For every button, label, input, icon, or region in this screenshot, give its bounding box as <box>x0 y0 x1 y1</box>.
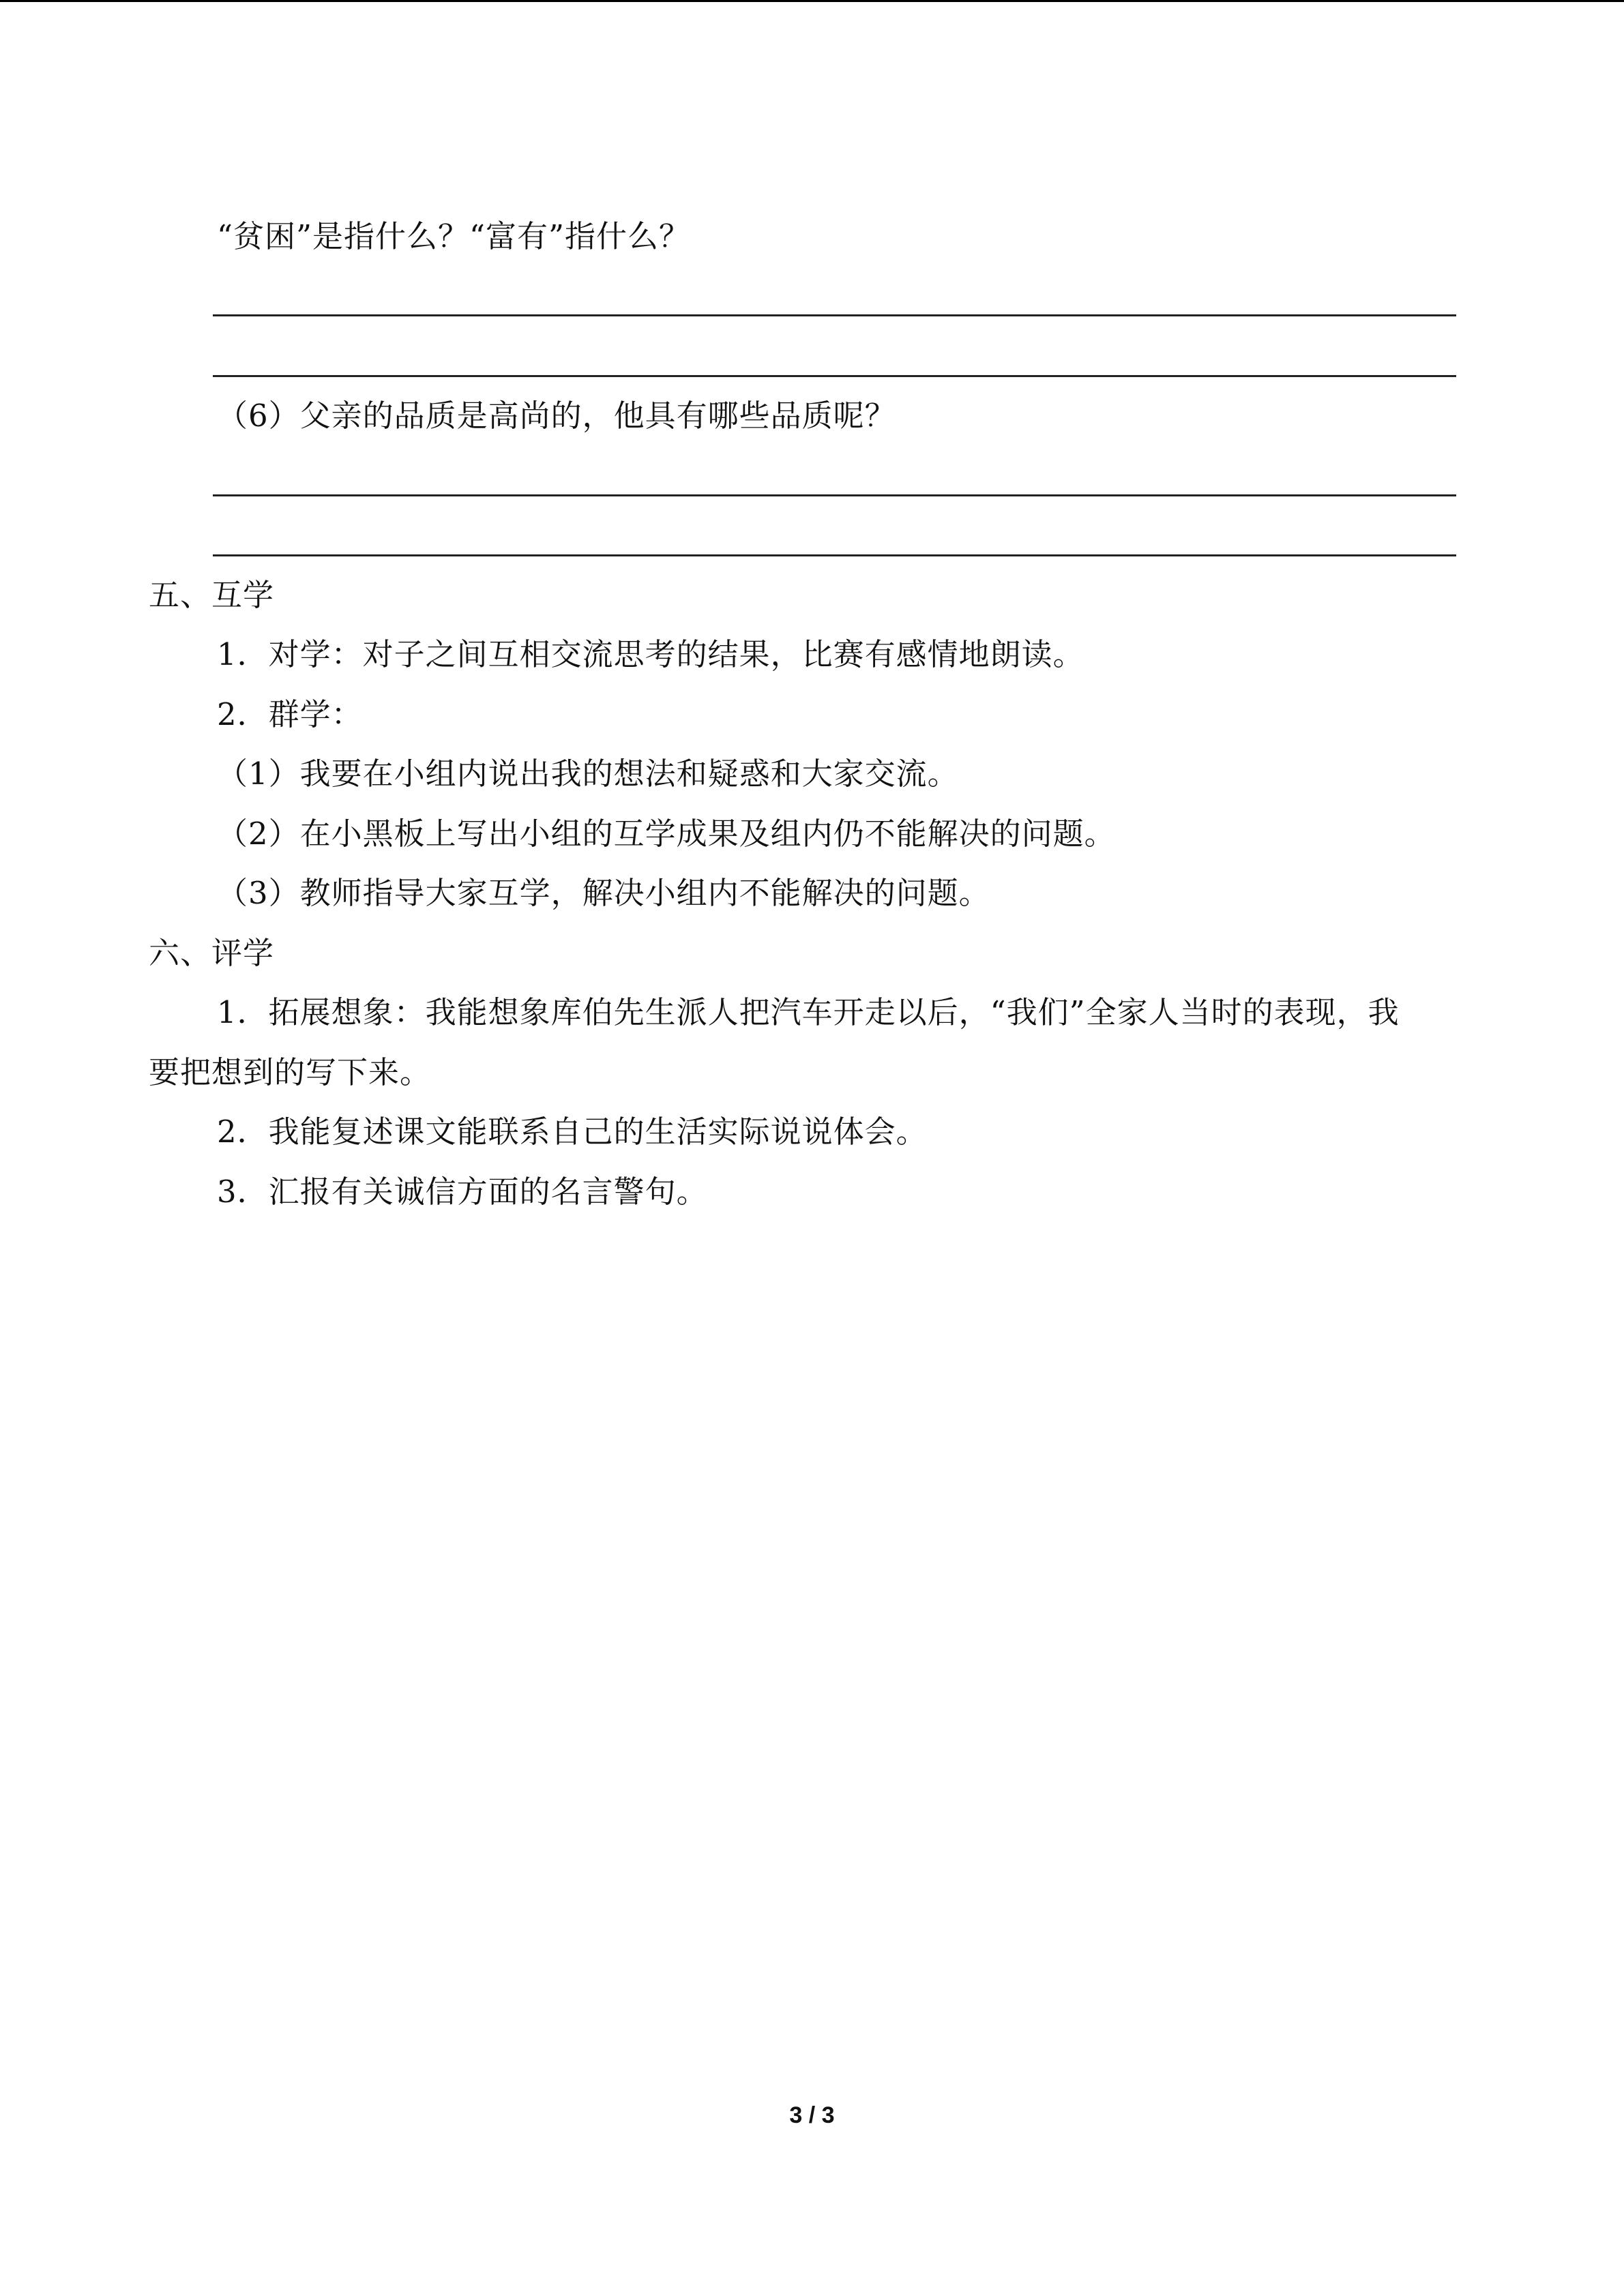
question-5-subquestion: “贫困”是指什么？“富有”指什么？ <box>217 218 691 254</box>
section-5-item-1: 1．对学：对子之间互相交流思考的结果，比赛有感情地朗读。 <box>217 636 1084 672</box>
question-6: （6）父亲的品质是高尚的，他具有哪些品质呢？ <box>217 398 896 434</box>
answer-line[interactable] <box>213 314 1456 316</box>
page-number: 3 / 3 <box>789 2102 835 2128</box>
section-6-item-2: 2．我能复述课文能联系自己的生活实际说说体会。 <box>217 1114 928 1150</box>
answer-line[interactable] <box>213 375 1456 377</box>
page-top-border <box>0 0 1624 2</box>
section-5-heading: 五、互学 <box>149 577 275 613</box>
section-5-item-2: 2．群学： <box>217 696 363 732</box>
section-6-item-1-line-1: 1．拓展想象：我能想象库伯先生派人把汽车开走以后，“我们”全家人当时的表现，我 <box>217 994 1400 1030</box>
section-6-heading: 六、评学 <box>149 935 275 971</box>
answer-line[interactable] <box>213 554 1456 556</box>
answer-line[interactable] <box>213 494 1456 496</box>
section-6-item-3: 3．汇报有关诚信方面的名言警句。 <box>217 1174 708 1210</box>
section-5-subitem-1: （1）我要在小组内说出我的想法和疑惑和大家交流。 <box>217 756 959 792</box>
section-5-subitem-3: （3）教师指导大家互学，解决小组内不能解决的问题。 <box>217 875 990 911</box>
section-5-subitem-2: （2）在小黑板上写出小组的互学成果及组内仍不能解决的问题。 <box>217 816 1116 852</box>
section-6-item-1-line-2: 要把想到的写下来。 <box>149 1054 432 1090</box>
